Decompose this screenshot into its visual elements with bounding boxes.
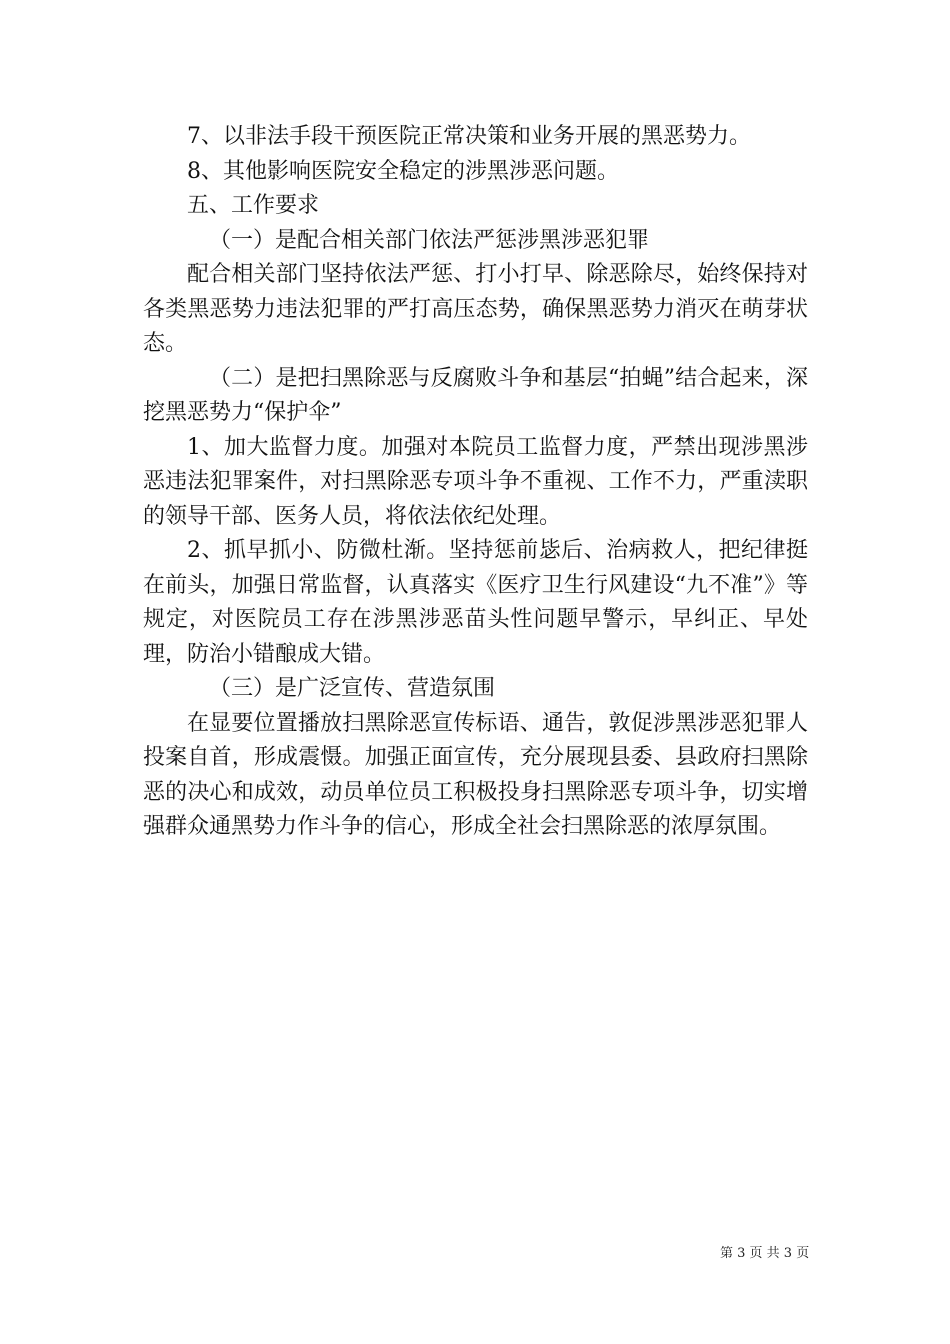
subheading-3: （三）是广泛宣传、营造氛围: [209, 676, 496, 701]
section-heading-work-requirements: 五、工作要求: [187, 193, 320, 218]
body-paragraph-supervision: 1、加大监督力度。加强对本院员工监督力度，严禁出现涉黑涉恶违法犯罪案件，对扫黑除恶专项斗争不重视、工作不力，严重渎职的领导干部、医务人员，将依法依纪处理。: [143, 434, 808, 529]
subheading-1: （一）是配合相关部门依法严惩涉黑涉恶犯罪: [209, 227, 650, 253]
page-number-footer: 第 3 页 共 3 页: [720, 1246, 810, 1261]
list-item-7: 7、以非法手段干预医院正常决策和业务开展的黑恶势力。: [187, 124, 751, 149]
subheading-2: （二）是把扫黑除恶与反腐败斗争和基层“拍蝇”结合起来，深挖黑恶势力“保护伞”: [143, 365, 808, 425]
body-paragraph-early-prevention: 2、抓早抓小、防微杜渐。坚持惩前毖后、治病救人，把纪律挺在前头，加强日常监督，认真落实《医疗卫生行风建设“九不准”》等规定，对医院员工存在涉黑涉恶苗头性问题早警示，早纠正、早处理，防治小错酿成大错。: [143, 538, 808, 667]
document-body: [143, 120, 808, 845]
body-paragraph-1: 配合相关部门坚持依法严惩、打小打早、除恶除尽，始终保持对各类黑恶势力违法犯罪的严打高压态势，确保黑恶势力消灭在萌芽状态。: [143, 262, 808, 356]
body-paragraph-publicity: 在显要位置播放扫黑除恶宣传标语、通告，敦促涉黑涉恶犯罪人投案自首，形成震慑。加强正面宣传，充分展现县委、县政府扫黑除恶的决心和成效，动员单位员工积极投身扫黑除恶专项斗争，切实增强群众通黑势力作斗争的信心，形成全社会扫黑除恶的浓厚氛围。: [143, 710, 808, 839]
list-item-8: 8、其他影响医院安全稳定的涉黑涉恶问题。: [187, 158, 619, 184]
